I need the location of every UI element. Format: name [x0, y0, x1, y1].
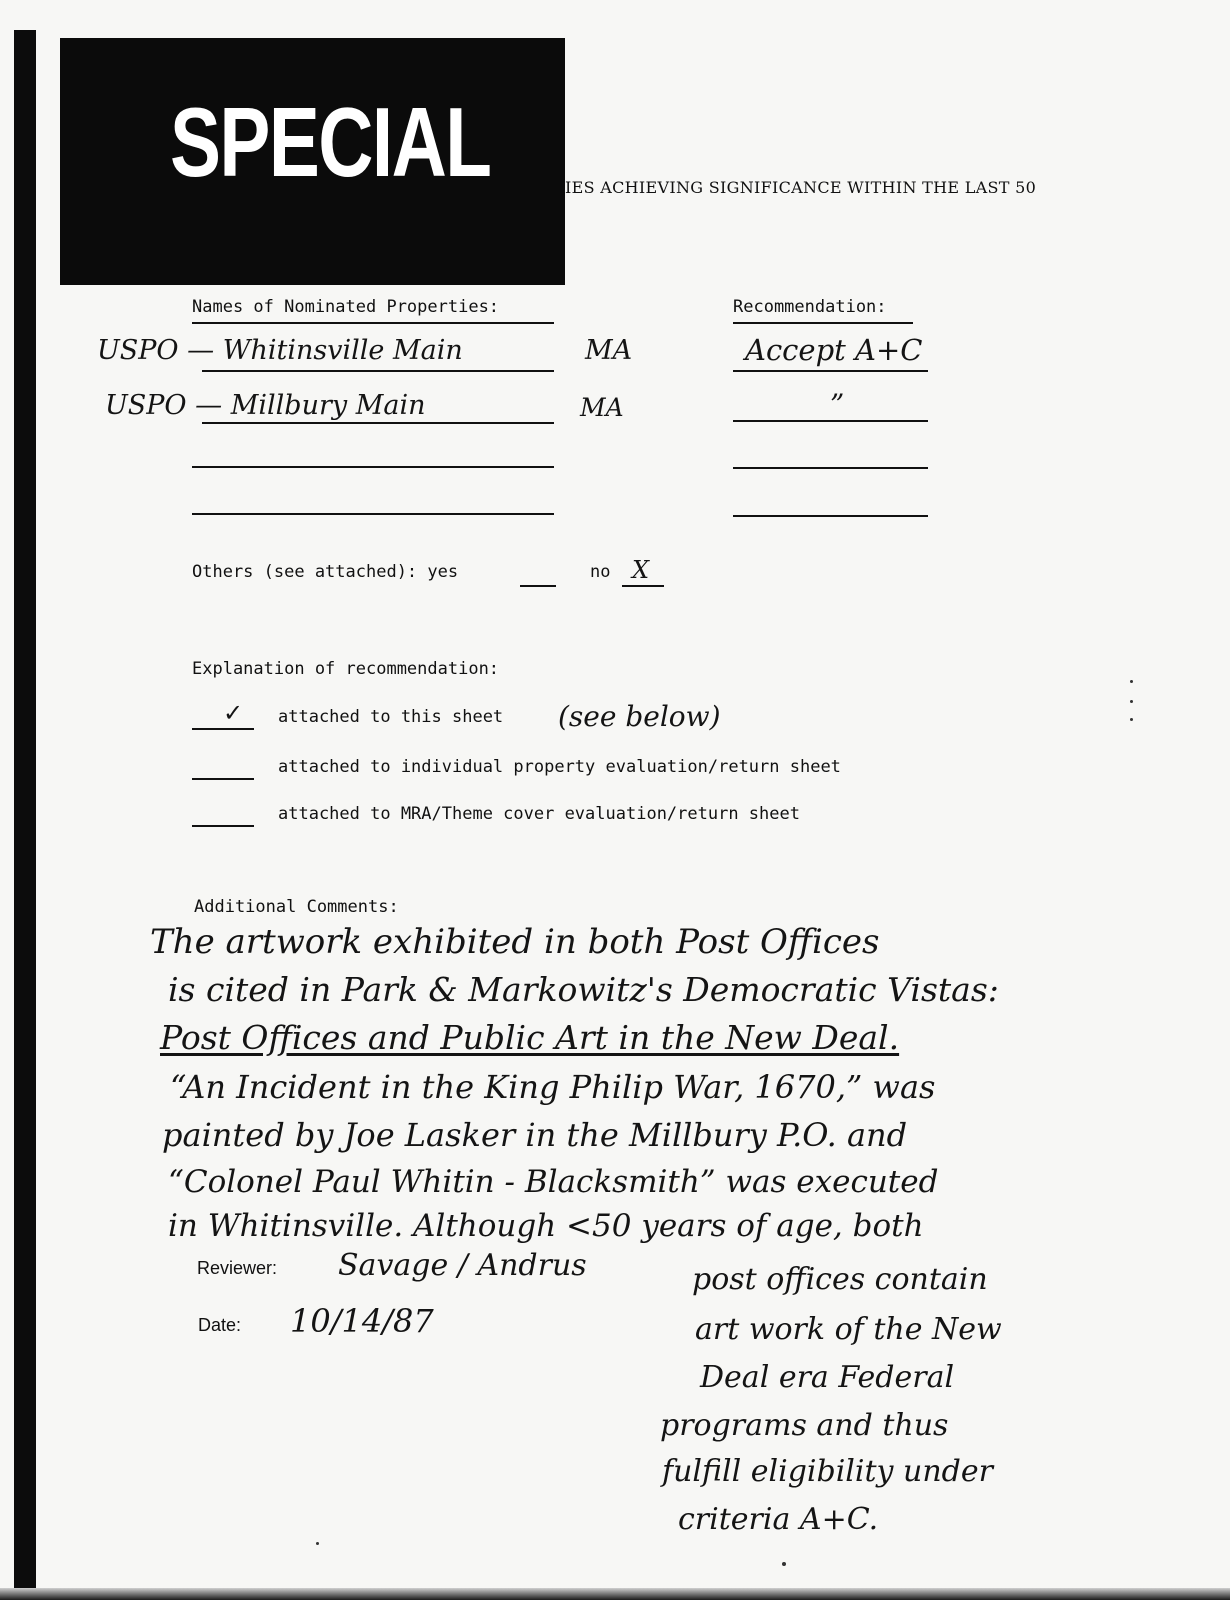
- scan-speck: [1130, 718, 1133, 721]
- comment-line-12: fulfill eligibility under: [662, 1454, 993, 1489]
- comment-line-10: Deal era Federal: [700, 1360, 955, 1395]
- others-no-mark: X: [632, 556, 650, 584]
- explanation-label: Explanation of recommendation:: [192, 659, 500, 679]
- explanation-option-1-text: attached to this sheet: [278, 707, 504, 727]
- recommendation-2-line: [733, 420, 928, 422]
- date-label: Date:: [198, 1315, 242, 1335]
- explanation-option-3-blank: [192, 825, 254, 827]
- comment-line-1: The artwork exhibited in both Post Offices: [150, 922, 880, 962]
- others-yes-blank: [520, 585, 556, 587]
- explanation-option-1-blank: [192, 728, 254, 730]
- property-1-name: Whitinsville Main: [222, 335, 463, 366]
- explanation-option-2-blank: [192, 778, 254, 780]
- explanation-option-2-text: attached to individual property evaluation/return sheet: [278, 757, 841, 777]
- explanation-option-1-note: (see below): [558, 700, 721, 733]
- others-label: Others (see attached): yes: [192, 562, 459, 582]
- comment-line-3: Post Offices and Public Art in the New Deal.: [160, 1018, 900, 1057]
- recommendation-label: Recommendation:: [733, 297, 887, 317]
- date-value: 10/14/87: [290, 1302, 434, 1340]
- scan-edge-bar: [14, 30, 36, 1598]
- comment-line-5: painted by Joe Lasker in the Millbury P.O. and: [162, 1116, 908, 1154]
- property-1-state: MA: [585, 335, 633, 366]
- recommendation-blank-3: [733, 467, 928, 469]
- property-row-2: USPO — Millbury Main: [105, 390, 426, 421]
- scan-bottom-edge: [0, 1588, 1230, 1600]
- comment-line-6: “Colonel Paul Whitin - Blacksmith” was executed: [168, 1164, 939, 1200]
- property-blank-3: [192, 466, 554, 468]
- properties-label-underline: [192, 322, 554, 324]
- property-2-line: [202, 422, 554, 424]
- property-1-prefix: USPO: [97, 335, 179, 366]
- recommendation-label-underline: [733, 322, 913, 324]
- others-no-label: no: [590, 562, 611, 582]
- scan-speck: [1130, 700, 1133, 703]
- scan-speck: [316, 1542, 319, 1545]
- recommendation-1-line: [733, 370, 928, 372]
- property-blank-4: [192, 513, 554, 515]
- recommendation-1: Accept A+C: [745, 333, 923, 367]
- explanation-option-3-text: attached to MRA/Theme cover evaluation/return sheet: [278, 804, 800, 824]
- comment-line-11: programs and thus: [660, 1408, 949, 1443]
- properties-label: Names of Nominated Properties:: [192, 297, 500, 317]
- comment-line-13: criteria A+C.: [678, 1502, 879, 1537]
- form-title: IES ACHIEVING SIGNIFICANCE WITHIN THE LAST 50: [565, 178, 1037, 197]
- scan-speck: [1130, 680, 1133, 683]
- scan-speck: [782, 1562, 786, 1566]
- explanation-option-1-mark: ✓: [223, 699, 244, 727]
- comment-line-4: “An Incident in the King Philip War, 1670,” was: [170, 1068, 936, 1106]
- comment-line-7: in Whitinsville. Although <50 years of age, both: [168, 1208, 924, 1244]
- reviewer-value: Savage / Andrus: [338, 1248, 587, 1283]
- property-row-1: USPO — Whitinsville Main: [97, 335, 463, 366]
- property-1-line: [202, 370, 554, 372]
- comments-label: Additional Comments:: [194, 897, 399, 917]
- stamp-text: SPECIAL: [170, 87, 491, 197]
- recommendation-2: ”: [830, 388, 845, 421]
- recommendation-blank-4: [733, 515, 928, 517]
- property-2-name: Millbury Main: [230, 390, 426, 421]
- comment-line-2: is cited in Park & Markowitz's Democratic Vistas:: [168, 970, 999, 1009]
- comment-line-8: post offices contain: [692, 1262, 988, 1297]
- reviewer-label: Reviewer:: [197, 1258, 278, 1278]
- special-stamp: [60, 38, 565, 285]
- property-2-prefix: USPO: [105, 390, 187, 421]
- others-no-blank: [622, 585, 664, 587]
- property-2-state: MA: [580, 393, 624, 422]
- comment-line-9: art work of the New: [695, 1312, 1002, 1347]
